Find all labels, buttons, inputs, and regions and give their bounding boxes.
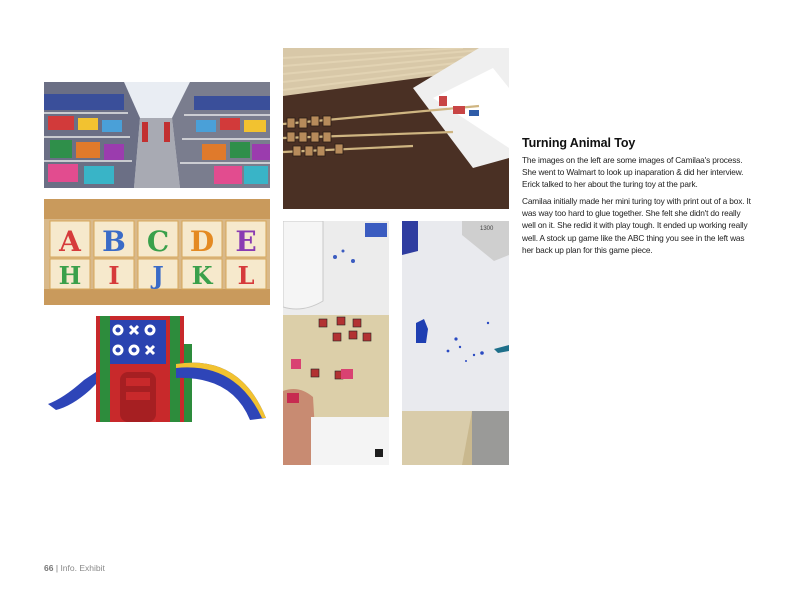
article-paragraph-1: The images on the left are some images of Camilaa's process. She went to Walmart to look up inaparation & did her interview. Erick talked to her about the turing toy at the park.	[522, 155, 744, 190]
block-letter: B	[102, 225, 126, 258]
block-letter: I	[108, 261, 120, 290]
article	[522, 136, 754, 261]
block-letter: H	[58, 261, 82, 290]
block-letter: K	[191, 261, 213, 290]
block-letter: L	[237, 261, 255, 290]
block-letter: J	[152, 261, 164, 290]
section-name: Info. Exhibit	[60, 563, 105, 573]
article-title: Turning Animal Toy	[522, 136, 636, 150]
abc-blocks-photo	[44, 199, 270, 305]
mini-pieces-photo	[283, 221, 389, 465]
wooden-sticks-photo	[283, 48, 509, 209]
footer-separator: |	[55, 563, 59, 573]
page-footer	[44, 563, 105, 573]
block-letter: C	[146, 225, 170, 258]
page-number: 66	[44, 563, 54, 573]
paint-paper-photo	[402, 221, 509, 465]
playground-toy-photo	[44, 314, 270, 424]
block-letter: D	[189, 225, 215, 258]
block-letter: A	[59, 225, 81, 258]
paint-bottle-label: 1300	[480, 226, 494, 232]
toy-aisle-photo	[44, 82, 270, 188]
block-letter: E	[235, 225, 257, 258]
article-paragraph-2: Camilaa initially made her mini turing toy with print out of a box. It was way too hard to glue together. She felt she didn't do really well on it. She redid it with play tough. It ended up working really well. A stock up game like the ABC thing you see in the left was her back up plan for this game piece.	[522, 196, 751, 255]
